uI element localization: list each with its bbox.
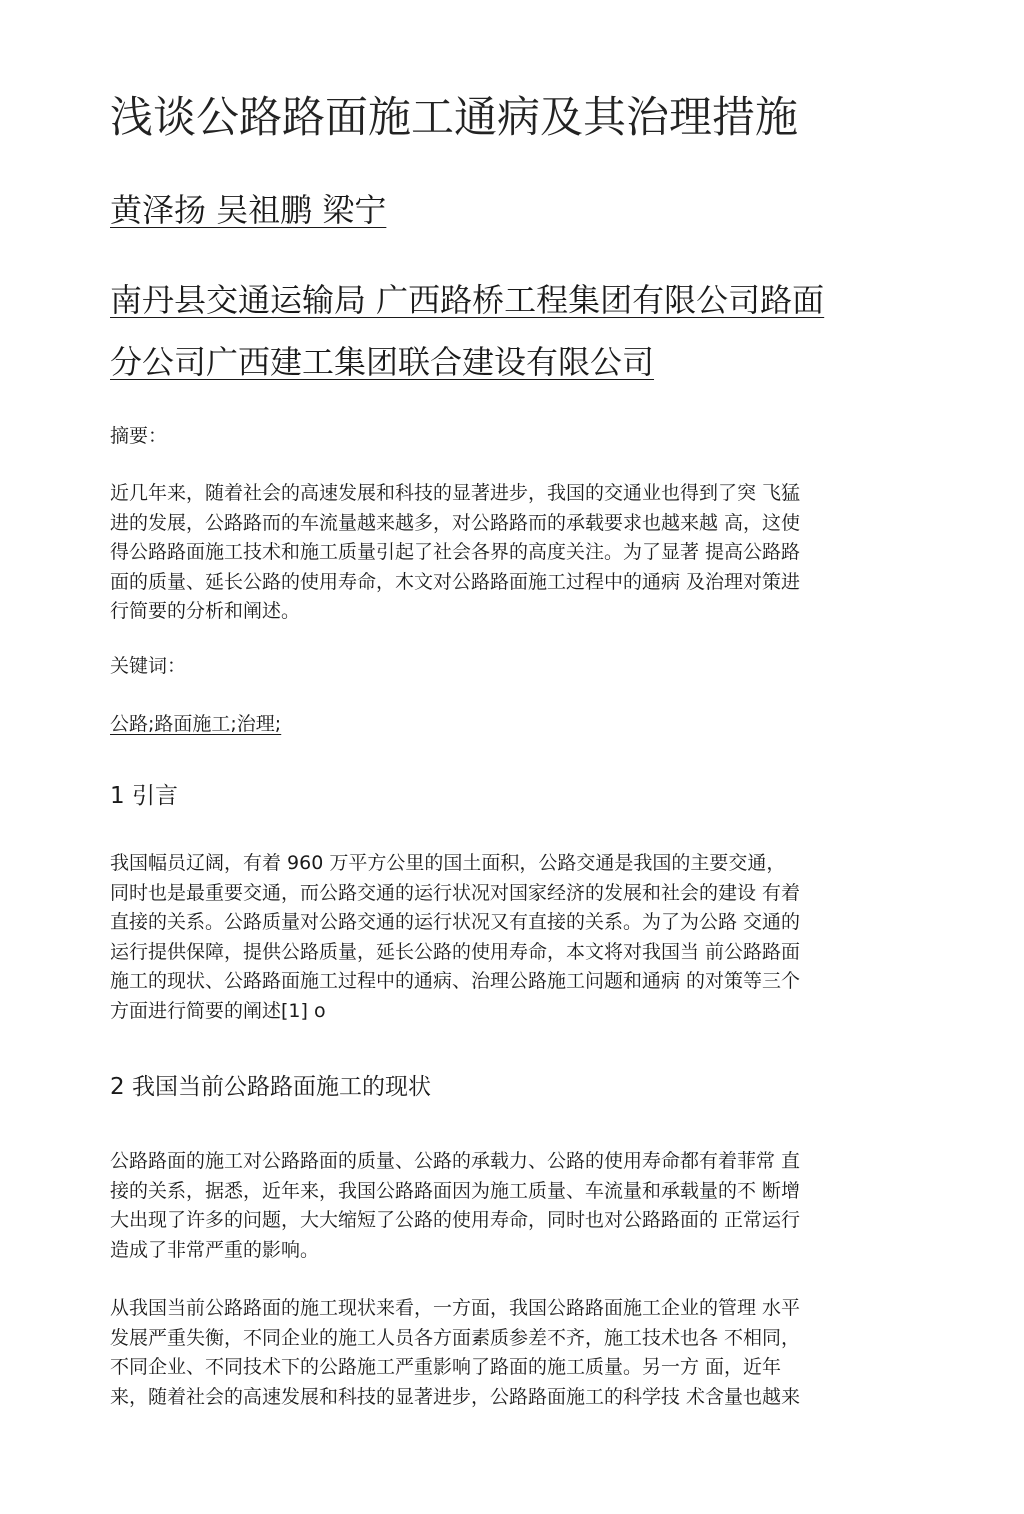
affiliation-line-1: 南丹县交通运输局 广西路桥工程集团有限公司路面: [110, 281, 825, 319]
section-2-para-2-line: 来，随着社会的高速发展和科技的显著进步，公路路面施工的科学技 术含量也越来: [110, 1385, 801, 1408]
section-1-line: 同时也是最重要交通，而公路交通的运行状况对国家经济的发展和社会的建设 有着: [110, 881, 801, 904]
section-1-heading: 1 引言: [110, 783, 178, 809]
abstract-line: 面的质量、延长公路的使用寿命，木文对公路路面施工过程中的通病 及治理对策进: [110, 570, 801, 593]
abstract-line: 近几年来，随着社会的高速发展和科技的显著进步，我国的交通业也得到了突 飞猛: [110, 482, 801, 504]
document-title: 浅谈公路路面施工通病及其治理措施: [110, 93, 798, 143]
section-1-line: 直接的关系。公路质量对公路交通的运行状况又有直接的关系。为了为公路 交通的: [110, 911, 801, 933]
section-1-line: 方面进行简要的阐述[1] o: [110, 999, 326, 1022]
abstract-label: 摘要：: [110, 425, 168, 447]
section-1-line: 我国幅员辽阔，有着 960 万平方公里的国土面积，公路交通是我国的主要交通，: [110, 852, 786, 874]
affiliation-line-2: 分公司广西建工集团联合建设有限公司: [110, 343, 655, 381]
section-2-para-1-line: 造成了非常严重的影响。: [110, 1238, 320, 1261]
section-1-line: 施工的现状、公路路面施工过程中的通病、治理公路施工问题和通病 的对策等三个: [110, 970, 801, 992]
author-list: 黄泽扬 吴祖鹏 梁宁: [110, 191, 387, 229]
abstract-line: 行简要的分析和阐述。: [110, 600, 301, 622]
abstract-paragraph: [110, 479, 800, 627]
keywords-value: 公路;路面施工;治理;: [110, 713, 282, 735]
section-1-line: 运行提供保障，提供公路质量，延长公路的使用寿命，本文将对我国当 前公路路面: [110, 940, 801, 963]
section-2-paragraph-1: [110, 1147, 800, 1265]
section-2-heading: 2 我国当前公路路面施工的现状: [110, 1074, 431, 1100]
section-2-para-2-line: 发展严重失衡，不同企业的施工人员各方面素质参差不齐，施工技术也各 不相同，: [110, 1326, 801, 1349]
section-2-para-1-line: 公路路面的施工对公路路面的质量、公路的承载力、公路的使用寿命都有着菲常 直: [110, 1150, 801, 1172]
section-2-para-2-line: 从我国当前公路路面的施工现状来看，一方面，我国公路路面施工企业的管理 水平: [110, 1297, 801, 1319]
section-1-paragraph: [110, 849, 800, 1026]
abstract-line: 得公路路面施工技术和施工质量引起了社会各界的高度关注。为了显著 提高公路路: [110, 541, 801, 563]
section-2-para-1-line: 大出现了许多的问题，大大缩短了公路的使用寿命，同时也对公路路面的 正常运行: [110, 1209, 801, 1231]
section-2-para-1-line: 接的关系，据悉，近年来，我国公路路面因为施工质量、车流量和承载量的不 断增: [110, 1179, 801, 1202]
section-2-para-2-line: 不同企业、不同技术下的公路施工严重影响了路面的施工质量。另一方 面，近年: [110, 1356, 782, 1378]
section-2-paragraph-2: [110, 1294, 800, 1412]
abstract-line: 进的发展，公路路而的车流量越来越多，对公路路而的承载要求也越来越 高，这使: [110, 511, 801, 534]
keywords-label: 关键词：: [110, 655, 187, 677]
